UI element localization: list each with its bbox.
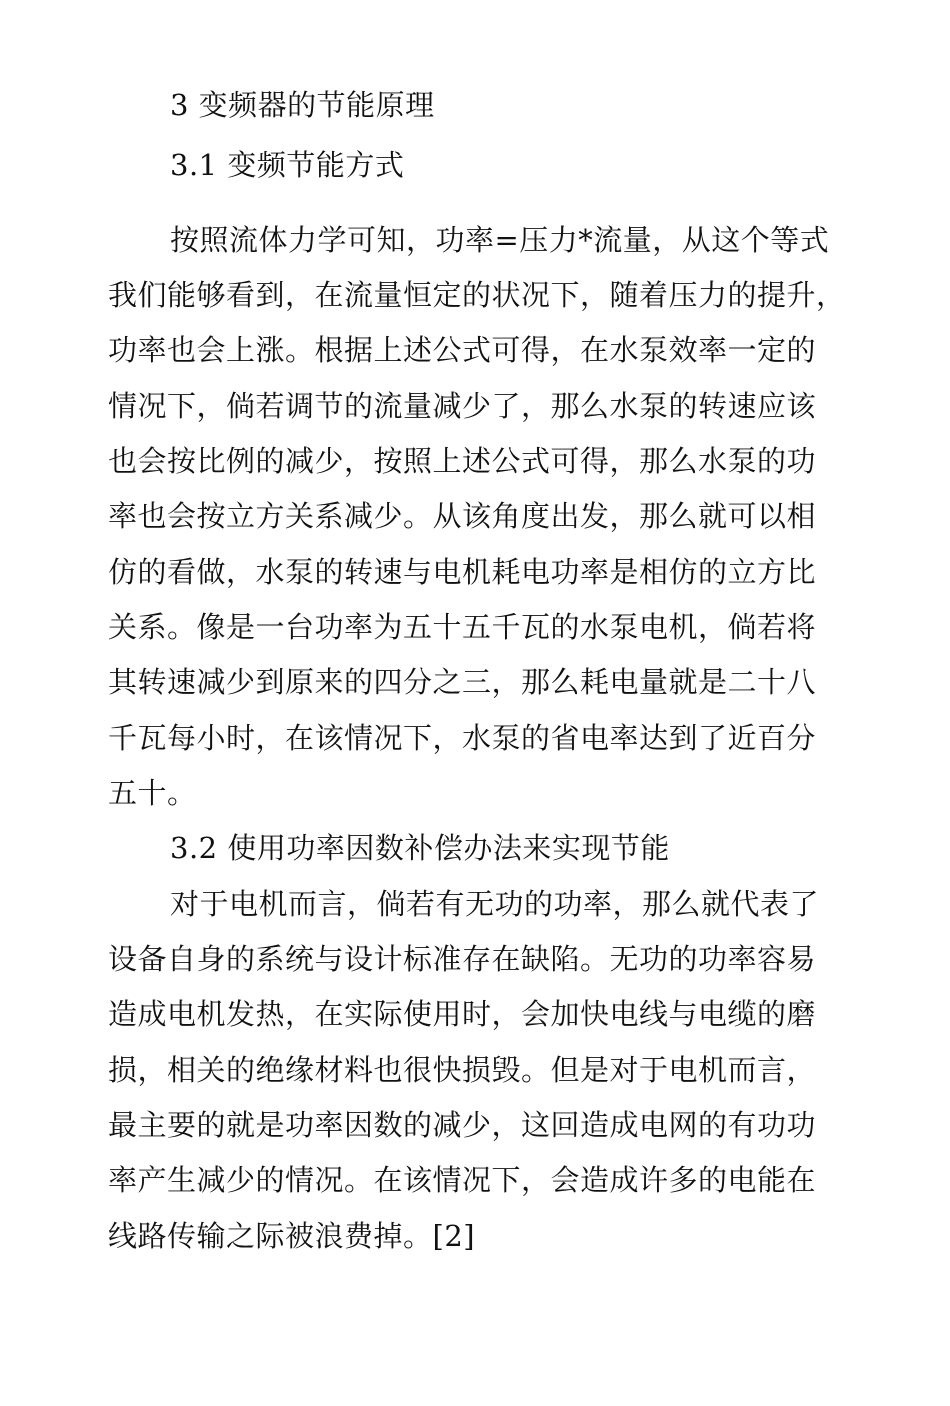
- paragraph-line: 造成电机发热，在实际使用时，会加快电线与电缆的磨: [108, 997, 817, 1031]
- paragraph-line: 最主要的就是功率因数的减少，这回造成电网的有功功: [108, 1108, 817, 1142]
- paragraph-line: 其转速减少到原来的四分之三，那么耗电量就是二十八: [108, 665, 817, 699]
- paragraph-line: 率也会按立方关系减少。从该角度出发，那么就可以相: [108, 499, 817, 533]
- heading-3-1: 3.1 变频节能方式: [170, 148, 405, 182]
- paragraph-line: 五十。: [108, 776, 197, 810]
- paragraph-line: 率产生减少的情况。在该情况下，会造成许多的电能在: [108, 1163, 817, 1197]
- paragraph-line: 对于电机而言，倘若有无功的功率，那么就代表了: [170, 887, 820, 921]
- paragraph-line: 功率也会上涨。根据上述公式可得，在水泵效率一定的: [108, 333, 817, 367]
- paragraph-line: 关系。像是一台功率为五十五千瓦的水泵电机，倘若将: [108, 610, 817, 644]
- paragraph-line: 线路传输之际被浪费掉。[2]: [108, 1219, 476, 1253]
- paragraph-line: 情况下，倘若调节的流量减少了，那么水泵的转速应该: [108, 389, 817, 423]
- paragraph-line: 我们能够看到，在流量恒定的状况下，随着压力的提升，: [108, 278, 846, 312]
- paragraph-line: 也会按比例的减少，按照上述公式可得，那么水泵的功: [108, 444, 817, 478]
- paragraph-line: 设备自身的系统与设计标准存在缺陷。无功的功率容易: [108, 942, 817, 976]
- heading-3-2: 3.2 使用功率因数补偿办法来实现节能: [170, 831, 670, 865]
- heading-3: 3 变频器的节能原理: [170, 88, 435, 122]
- paragraph-line: 仿的看做，水泵的转速与电机耗电功率是相仿的立方比: [108, 555, 817, 589]
- paragraph-line: 按照流体力学可知，功率=压力*流量，从这个等式: [170, 223, 830, 257]
- paragraph-line: 千瓦每小时，在该情况下，水泵的省电率达到了近百分: [108, 721, 817, 755]
- paragraph-line: 损，相关的绝缘材料也很快损毁。但是对于电机而言，: [108, 1053, 817, 1087]
